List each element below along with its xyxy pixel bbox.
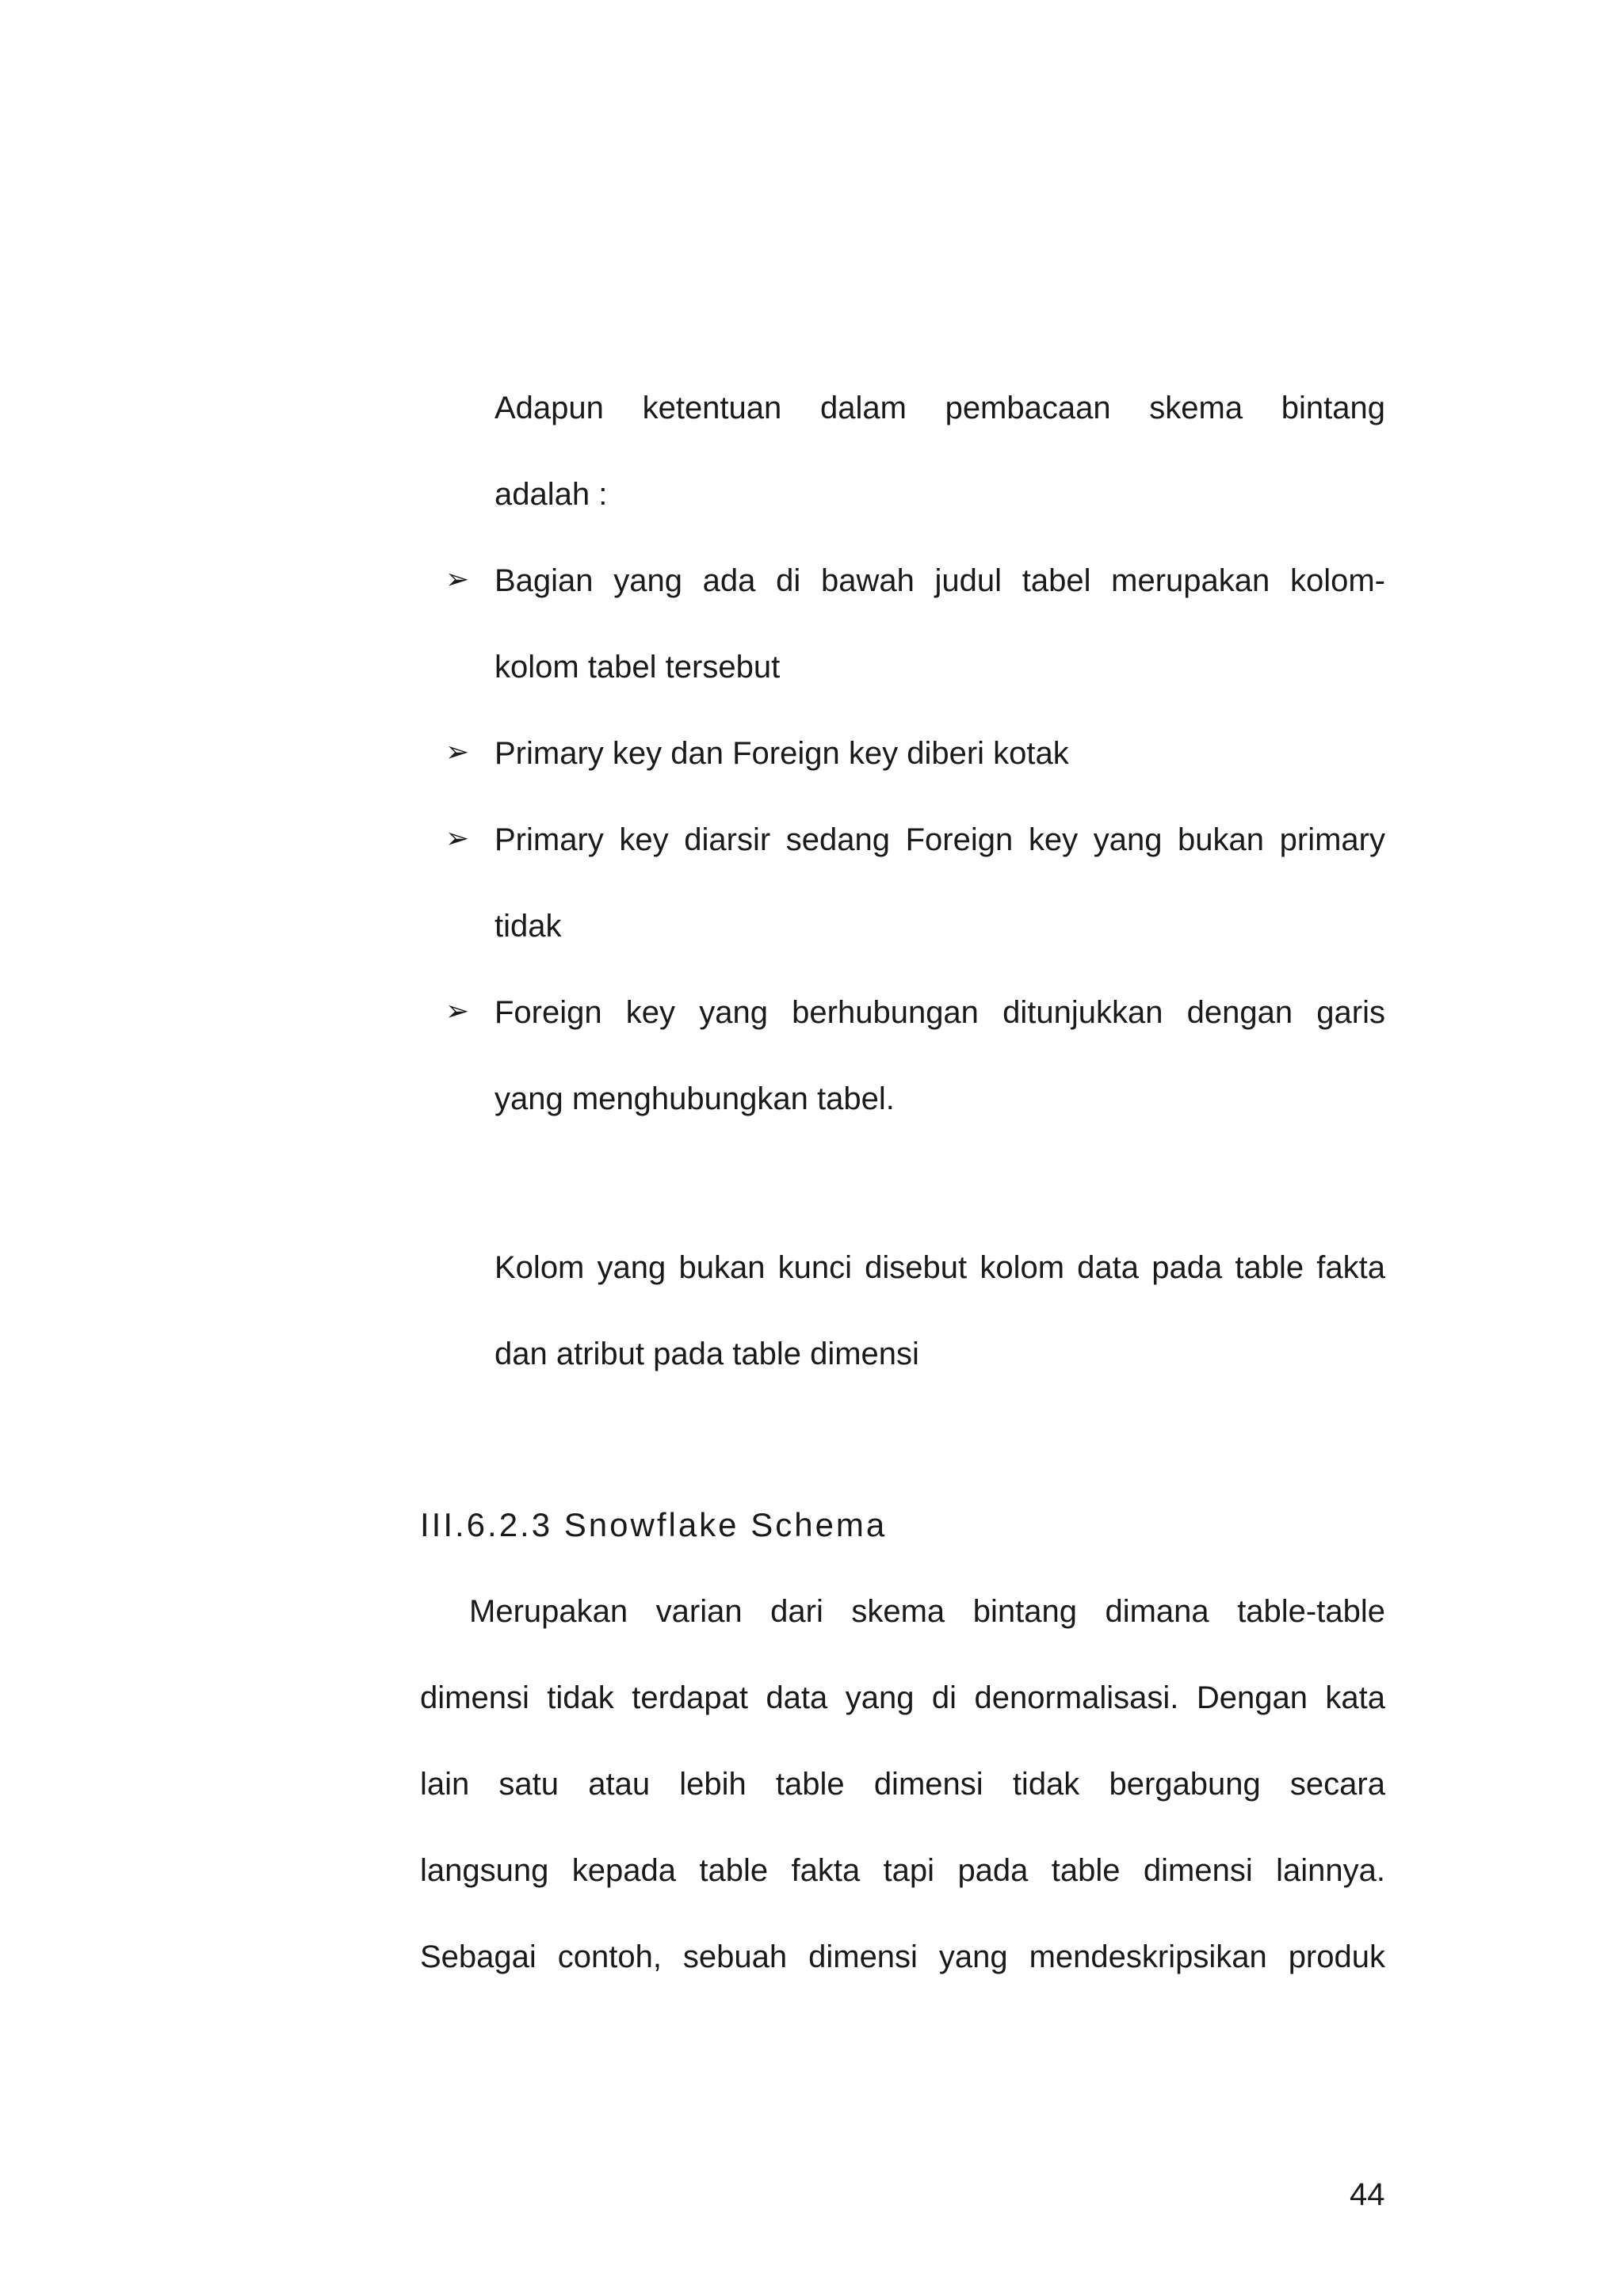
note-line-1: Kolom yang bukan kunci disebut kolom data pada table fakta [495, 1250, 1385, 1285]
page-number: 44 [1350, 2177, 1385, 2212]
arrow-bullet-icon: ➢ [445, 563, 470, 595]
intro-line-1: Adapun ketentuan dalam pembacaan skema bintang [495, 391, 1385, 425]
bullet-3-line-1: Primary key diarsir sedang Foreign key yang bukan primary [495, 822, 1385, 857]
section-line-3: lain satu atau lebih table dimensi tidak bergabung secara [420, 1767, 1385, 1802]
bullet-4-line-2: yang menghubungkan tabel. [495, 1081, 895, 1116]
section-line-2: dimensi tidak terdapat data yang di denormalisasi. Dengan kata [420, 1680, 1385, 1715]
section-heading: III.6.2.3 Snowflake Schema [420, 1506, 888, 1543]
bullet-2-line-1: Primary key dan Foreign key diberi kotak [495, 736, 1069, 771]
bullet-4-line-1: Foreign key yang berhubungan ditunjukkan dengan garis [495, 995, 1385, 1030]
intro-line-2: adalah : [495, 477, 608, 512]
note-line-2: dan atribut pada table dimensi [495, 1337, 919, 1371]
arrow-bullet-icon: ➢ [445, 735, 470, 768]
bullet-3-line-2: tidak [495, 909, 562, 944]
arrow-bullet-icon: ➢ [445, 994, 470, 1027]
section-line-1: Merupakan varian dari skema bintang dimana table-table [469, 1594, 1385, 1629]
arrow-bullet-icon: ➢ [445, 822, 470, 854]
section-line-4: langsung kepada table fakta tapi pada table dimensi lainnya. [420, 1853, 1385, 1888]
section-line-5: Sebagai contoh, sebuah dimensi yang mendeskripsikan produk [420, 1939, 1385, 1974]
bullet-1-line-2: kolom tabel tersebut [495, 650, 781, 685]
bullet-1-line-1: Bagian yang ada di bawah judul tabel merupakan kolom- [495, 563, 1385, 598]
